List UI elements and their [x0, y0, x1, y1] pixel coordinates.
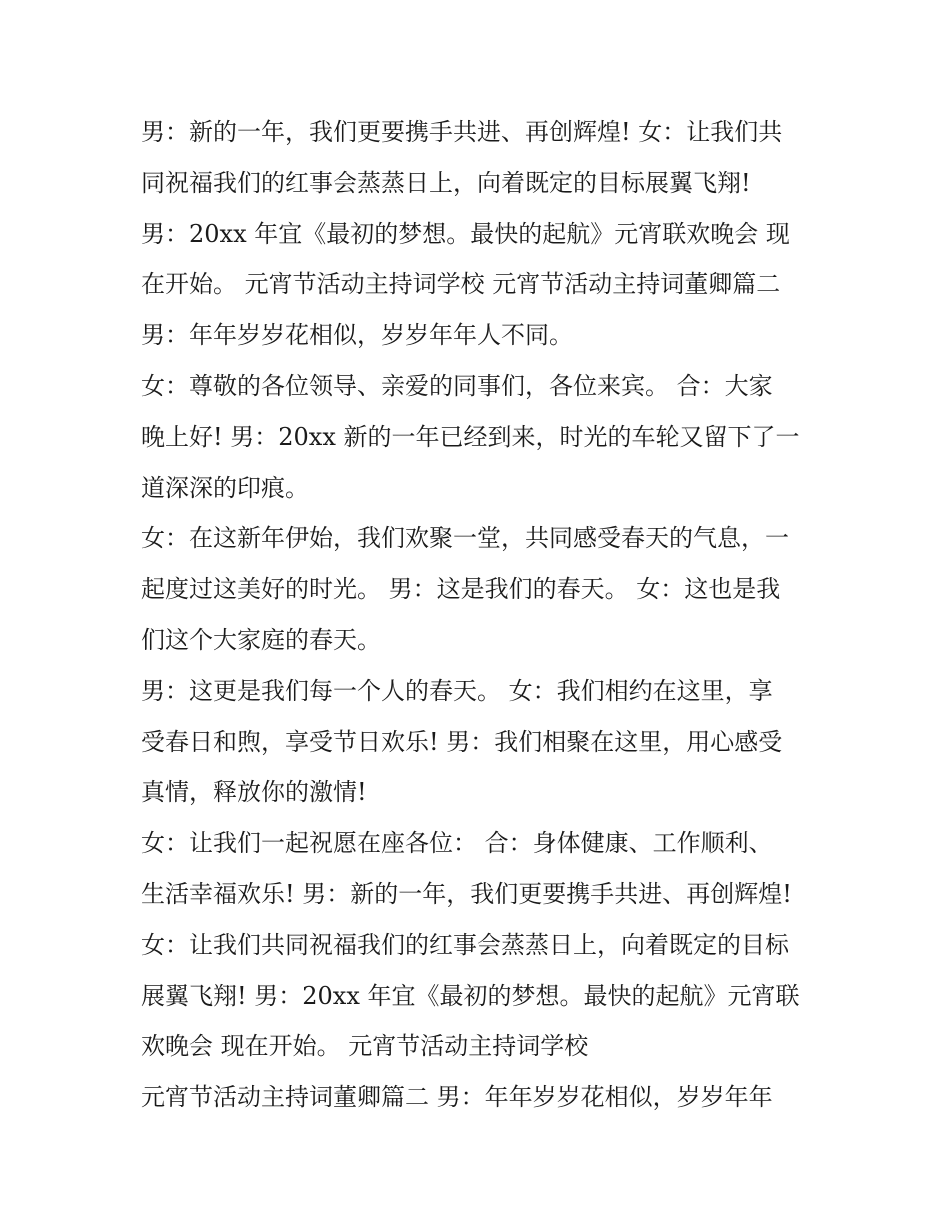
text-line: 们这个大家庭的春天。 [141, 625, 381, 654]
text-line: 生活幸福欢乐! 男：新的一年，我们更要携手共进、再创辉煌! [141, 879, 792, 908]
text-line: 起度过这美好的时光。 男：这是我们的春天。 女：这也是我 [141, 575, 781, 604]
text-line: 男：这更是我们每一个人的春天。 女：我们相约在这里，享 [141, 676, 773, 705]
text-line: 受春日和煦，享受节日欢乐! 男：我们相聚在这里，用心感受 [141, 727, 783, 756]
text-line: 展翼飞翔! 男：20xx 年宜《最初的梦想。最快的起航》元宵联 [141, 981, 800, 1010]
text-line: 同祝福我们的红事会蒸蒸日上，向着既定的目标展翼飞翔! [141, 168, 751, 197]
text-line: 元宵节活动主持词董卿篇二 男：年年岁岁花相似，岁岁年年 [141, 1083, 773, 1112]
document-body [141, 107, 831, 1123]
text-line: 男：20xx 年宜《最初的梦想。最快的起航》元宵联欢晚会 现 [141, 219, 790, 248]
text-line: 在开始。 元宵节活动主持词学校 元宵节活动主持词董卿篇二 [141, 270, 781, 299]
text-line: 女：尊敬的各位领导、亲爱的同事们，各位来宾。 合：大家 [141, 371, 773, 400]
text-line: 女：让我们一起祝愿在座各位： 合：身体健康、工作顺利、 [141, 829, 773, 858]
text-line: 欢晚会 现在开始。 元宵节活动主持词学校 [141, 1032, 589, 1061]
text-line: 女：在这新年伊始，我们欢聚一堂，共同感受春天的气息，一 [141, 524, 789, 553]
text-line: 女：让我们共同祝福我们的红事会蒸蒸日上，向着既定的目标 [141, 930, 789, 959]
text-line: 男：年年岁岁花相似，岁岁年年人不同。 [141, 321, 573, 350]
text-line: 晚上好! 男：20xx 新的一年已经到来，时光的车轮又留下了一 [141, 422, 800, 451]
text-line: 真情，释放你的激情! [141, 778, 367, 807]
text-line: 男：新的一年，我们更要携手共进、再创辉煌! 女：让我们共 [141, 118, 783, 146]
text-line: 道深深的印痕。 [141, 473, 309, 502]
